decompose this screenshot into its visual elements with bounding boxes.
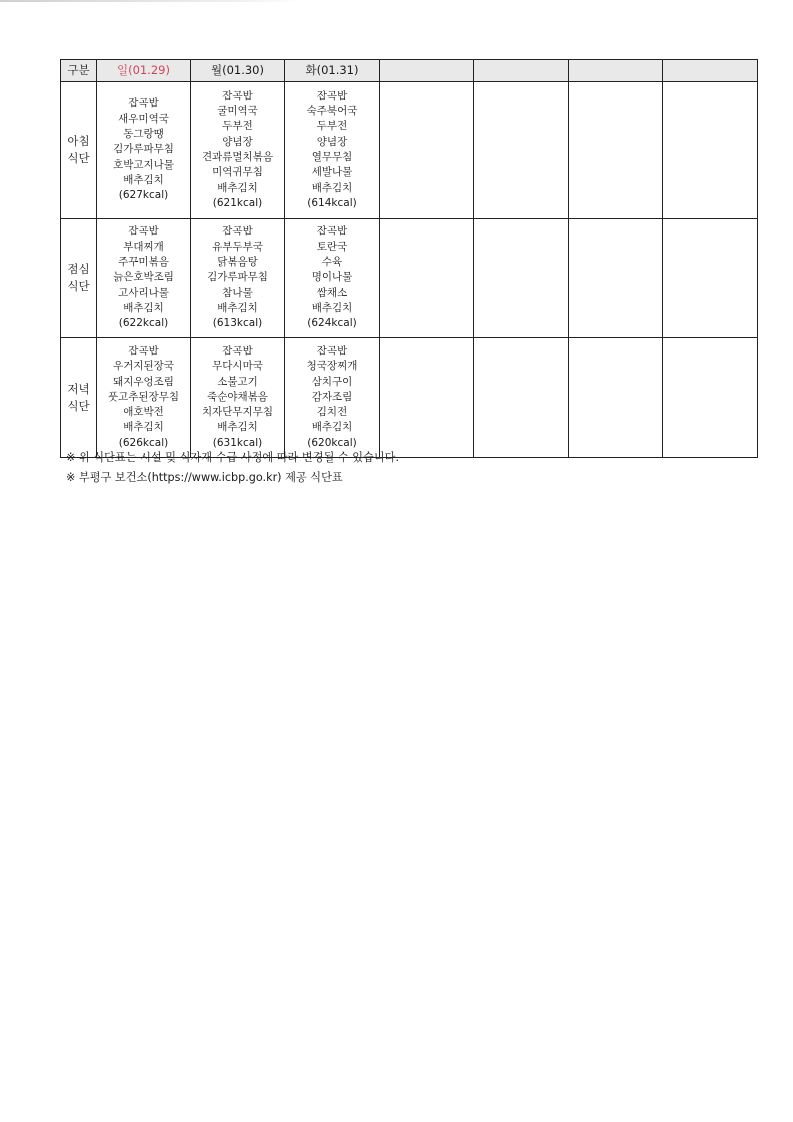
day-header-mon: 월(01.30) xyxy=(191,60,285,82)
dish-item: 수육 xyxy=(321,256,343,269)
dinner-cell-empty-4 xyxy=(380,338,474,458)
calorie-total: (620kcal) xyxy=(307,436,357,449)
calorie-total: (631kcal) xyxy=(212,436,263,449)
lunch-cell-sun xyxy=(97,219,191,338)
lunch-cell-empty-4 xyxy=(380,219,474,338)
meal-label-line1: 점심 xyxy=(67,262,90,276)
dish-item: 풋고추된장무침 xyxy=(107,390,179,403)
lunch-cell-empty-7 xyxy=(663,219,758,338)
dish-item: 잡곡밥 xyxy=(128,344,159,357)
dish-item: 배추김치 xyxy=(217,301,258,314)
dish-item: 주꾸미볶음 xyxy=(118,256,169,269)
scan-edge-mark xyxy=(0,0,300,2)
lunch-cell-mon xyxy=(191,219,285,338)
lunch-cell-tue xyxy=(285,219,380,338)
day-header-empty-5 xyxy=(474,60,569,82)
category-header: 구분 xyxy=(61,60,97,82)
dish-item: 무다시마국 xyxy=(212,360,263,373)
day-header-tue: 화(01.31) xyxy=(285,60,380,82)
dish-item: 양념장 xyxy=(316,135,348,148)
dish-item: 잡곡밥 xyxy=(222,89,253,102)
dish-item: 배추김치 xyxy=(311,421,353,434)
dish-item: 잡곡밥 xyxy=(222,225,253,238)
day-header-sun: 일(01.29) xyxy=(97,60,191,82)
day-header-empty-4 xyxy=(380,60,474,82)
lunch-cell-empty-6 xyxy=(569,219,663,338)
dinner-cell-mon xyxy=(191,338,285,458)
dish-item: 소불고기 xyxy=(217,375,258,388)
dish-item: 김가루파무침 xyxy=(113,143,174,156)
dish-item: 배추김치 xyxy=(123,421,164,434)
dish-item: 두부전 xyxy=(316,120,348,133)
dish-item: 두부전 xyxy=(222,120,253,133)
dish-item: 토란국 xyxy=(316,240,348,253)
dish-item: 동그랑땡 xyxy=(123,128,164,141)
dish-item: 애호박전 xyxy=(123,406,164,419)
calorie-total: (627kcal) xyxy=(118,189,169,202)
breakfast-label xyxy=(61,82,97,219)
day-header-empty-6 xyxy=(569,60,663,82)
dish-item: 배추김치 xyxy=(311,301,353,314)
calorie-total: (621kcal) xyxy=(212,196,263,209)
lunch-label xyxy=(61,219,97,338)
dinner-cell-sun xyxy=(97,338,191,458)
lunch-row xyxy=(61,219,758,338)
dinner-row xyxy=(61,338,758,458)
dish-item: 잡곡밥 xyxy=(316,344,348,357)
dish-item: 돼지우엉조림 xyxy=(113,375,174,388)
breakfast-cell-sun xyxy=(97,82,191,219)
dish-item: 숙주북어국 xyxy=(306,105,358,118)
calorie-total: (622kcal) xyxy=(118,317,169,330)
dish-item: 쌈채소 xyxy=(316,286,348,299)
dinner-cell-empty-5 xyxy=(474,338,569,458)
dish-item: 김가루파무침 xyxy=(207,271,268,284)
calorie-total: (613kcal) xyxy=(212,317,263,330)
dish-item: 잡곡밥 xyxy=(128,97,159,110)
day-header-empty-7 xyxy=(663,60,758,82)
breakfast-cell-empty-4 xyxy=(380,82,474,219)
dish-item: 굴미역국 xyxy=(217,105,258,118)
footnote-change-notice: ※ 위 식단표는 시설 및 식자재 수급 사정에 따라 변경될 수 있습니다. xyxy=(66,451,400,464)
dish-item: 유부두부국 xyxy=(212,240,263,253)
breakfast-cell-mon xyxy=(191,82,285,219)
dish-item: 부대찌개 xyxy=(123,240,164,253)
lunch-cell-empty-5 xyxy=(474,219,569,338)
meal-label-line2: 식단 xyxy=(67,398,90,413)
dish-item: 고사리나물 xyxy=(118,286,169,299)
dish-item: 치자단무지무침 xyxy=(201,406,273,419)
dish-item: 양념장 xyxy=(222,135,253,148)
calorie-total: (624kcal) xyxy=(307,317,357,330)
dish-item: 감자조림 xyxy=(311,390,353,403)
dish-item: 김치전 xyxy=(316,406,348,419)
breakfast-cell-empty-7 xyxy=(663,82,758,219)
dish-item: 견과류멸치볶음 xyxy=(201,151,273,163)
dish-item: 열무무침 xyxy=(311,151,353,163)
dish-item: 잡곡밥 xyxy=(316,225,348,238)
dish-item: 늙은호박조림 xyxy=(113,271,174,284)
meal-label-line1: 저녁 xyxy=(67,381,90,396)
breakfast-cell-tue xyxy=(285,82,380,219)
calorie-total: (614kcal) xyxy=(307,196,357,209)
dish-item: 잡곡밥 xyxy=(316,89,348,102)
breakfast-cell-empty-6 xyxy=(569,82,663,219)
calorie-total: (626kcal) xyxy=(118,436,169,449)
dish-item: 배추김치 xyxy=(217,421,258,434)
dish-item: 호박고지나물 xyxy=(113,158,174,171)
dish-item: 청국장찌개 xyxy=(306,360,358,373)
dish-item: 잡곡밥 xyxy=(128,225,159,238)
meal-label-line2: 식단 xyxy=(67,279,90,293)
dinner-cell-empty-6 xyxy=(569,338,663,458)
dish-item: 명이나물 xyxy=(311,271,353,284)
dish-item: 잡곡밥 xyxy=(222,344,253,357)
dish-item: 참나물 xyxy=(222,286,253,299)
dish-item: 미역귀무침 xyxy=(212,166,263,179)
dish-item: 우거지된장국 xyxy=(113,360,174,373)
dish-item: 새우미역국 xyxy=(118,112,169,125)
dish-item: 닭볶음탕 xyxy=(217,256,258,269)
breakfast-row xyxy=(61,82,758,219)
dish-item: 배추김치 xyxy=(123,173,164,186)
meal-label-line2: 식단 xyxy=(67,151,90,165)
breakfast-cell-empty-5 xyxy=(474,82,569,219)
footnotes xyxy=(66,448,399,488)
meal-label-line1: 아침 xyxy=(67,134,90,148)
header-row xyxy=(61,60,758,82)
dish-item: 세발나물 xyxy=(311,166,353,179)
dinner-cell-empty-7 xyxy=(663,338,758,458)
dinner-label xyxy=(61,338,97,458)
dish-item: 배추김치 xyxy=(217,181,258,194)
meal-plan-table xyxy=(60,59,758,458)
dish-item: 배추김치 xyxy=(311,181,353,194)
dish-item: 삼치구이 xyxy=(311,375,353,388)
footnote-source: ※ 부평구 보건소(https://www.icbp.go.kr) 제공 식단표 xyxy=(66,471,343,484)
dish-item: 죽순야채볶음 xyxy=(207,390,268,403)
dinner-cell-tue xyxy=(285,338,380,458)
dish-item: 배추김치 xyxy=(123,301,164,314)
